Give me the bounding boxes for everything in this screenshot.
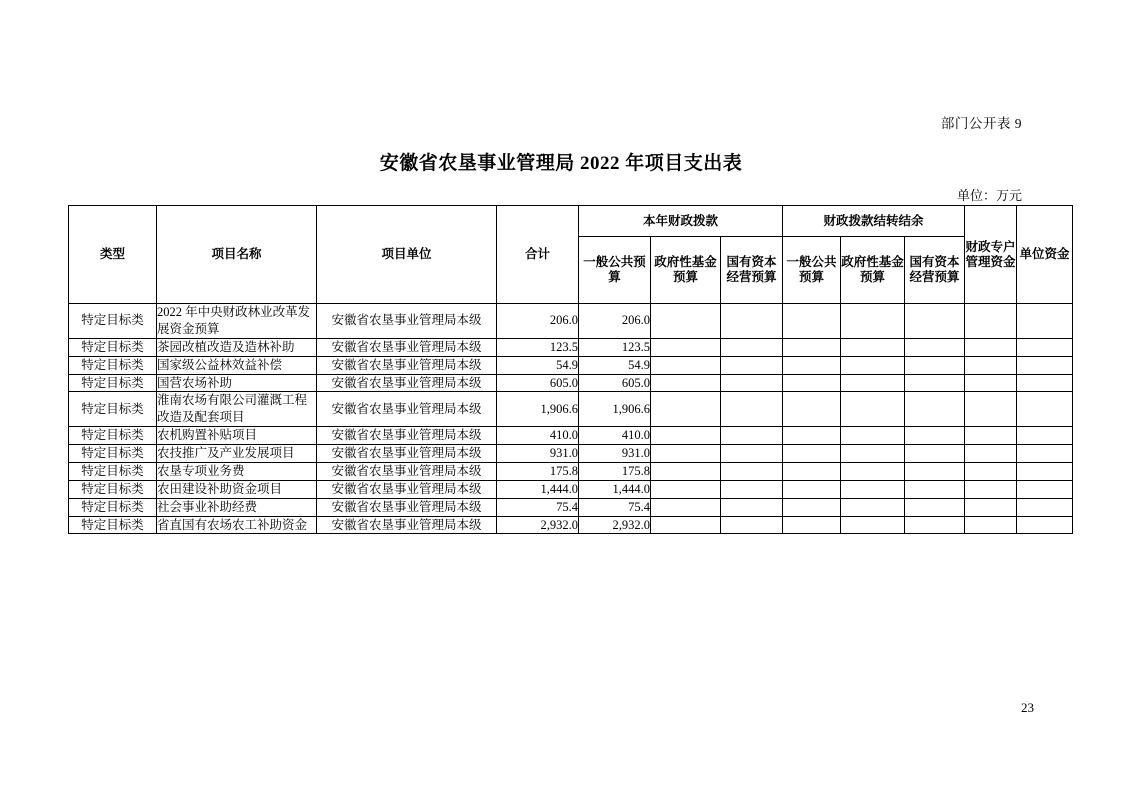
cell-general-public-budget: 605.0	[579, 374, 651, 392]
cell-carry-gov-fund	[841, 445, 905, 463]
cell-gov-fund-budget	[651, 462, 721, 480]
cell-project-unit: 安徽省农垦事业管理局本级	[317, 427, 497, 445]
cell-type: 特定目标类	[69, 392, 157, 427]
cell-unit-funds	[1017, 445, 1073, 463]
cell-special-account-funds	[965, 356, 1017, 374]
header-project-unit: 项目单位	[317, 206, 497, 304]
cell-general-public-budget: 175.8	[579, 462, 651, 480]
cell-carry-gov-fund	[841, 374, 905, 392]
cell-type: 特定目标类	[69, 338, 157, 356]
cell-project-name: 农田建设补助资金项目	[157, 480, 317, 498]
cell-gov-fund-budget	[651, 445, 721, 463]
cell-type: 特定目标类	[69, 516, 157, 534]
table-row	[69, 304, 1073, 339]
header-carry-state-capital: 国有资本经营预算	[905, 237, 965, 304]
cell-carry-general-public	[783, 516, 841, 534]
cell-total: 75.4	[497, 498, 579, 516]
table-header-row-1	[69, 206, 1073, 237]
cell-state-capital-budget	[721, 480, 783, 498]
cell-carry-gov-fund	[841, 356, 905, 374]
cell-general-public-budget: 931.0	[579, 445, 651, 463]
cell-unit-funds	[1017, 516, 1073, 534]
cell-carry-state-capital	[905, 427, 965, 445]
cell-unit-funds	[1017, 338, 1073, 356]
cell-project-name: 2022 年中央财政林业改革发展资金预算	[157, 304, 317, 339]
cell-state-capital-budget	[721, 356, 783, 374]
cell-type: 特定目标类	[69, 462, 157, 480]
cell-carry-state-capital	[905, 304, 965, 339]
cell-gov-fund-budget	[651, 356, 721, 374]
cell-gov-fund-budget	[651, 392, 721, 427]
cell-carry-general-public	[783, 445, 841, 463]
cell-project-name: 农机购置补贴项目	[157, 427, 317, 445]
cell-total: 605.0	[497, 374, 579, 392]
cell-carry-general-public	[783, 356, 841, 374]
cell-state-capital-budget	[721, 392, 783, 427]
cell-gov-fund-budget	[651, 427, 721, 445]
cell-carry-general-public	[783, 480, 841, 498]
form-code-label: 部门公开表 9	[940, 116, 1022, 131]
cell-special-account-funds	[965, 338, 1017, 356]
cell-special-account-funds	[965, 304, 1017, 339]
cell-type: 特定目标类	[69, 304, 157, 339]
cell-carry-gov-fund	[841, 498, 905, 516]
header-gov-fund-budget: 政府性基金预算	[651, 237, 721, 304]
unit-note: 单位：万元	[956, 188, 1022, 203]
cell-general-public-budget: 1,444.0	[579, 480, 651, 498]
cell-gov-fund-budget	[651, 304, 721, 339]
header-carryover-group: 财政拨款结转结余	[783, 206, 965, 237]
cell-general-public-budget: 1,906.6	[579, 392, 651, 427]
cell-type: 特定目标类	[69, 498, 157, 516]
cell-carry-general-public	[783, 338, 841, 356]
cell-special-account-funds	[965, 427, 1017, 445]
cell-project-unit: 安徽省农垦事业管理局本级	[317, 445, 497, 463]
table-row	[69, 516, 1073, 534]
cell-carry-general-public	[783, 498, 841, 516]
cell-state-capital-budget	[721, 516, 783, 534]
cell-gov-fund-budget	[651, 498, 721, 516]
cell-carry-general-public	[783, 374, 841, 392]
cell-carry-state-capital	[905, 462, 965, 480]
header-general-public-budget: 一般公共预算	[579, 237, 651, 304]
cell-carry-state-capital	[905, 516, 965, 534]
header-carry-general-public: 一般公共预算	[783, 237, 841, 304]
cell-carry-state-capital	[905, 445, 965, 463]
cell-carry-general-public	[783, 462, 841, 480]
table-row	[69, 392, 1073, 427]
cell-carry-gov-fund	[841, 516, 905, 534]
cell-unit-funds	[1017, 356, 1073, 374]
cell-carry-state-capital	[905, 356, 965, 374]
cell-type: 特定目标类	[69, 480, 157, 498]
header-unit-funds: 单位资金	[1017, 206, 1073, 304]
cell-total: 54.9	[497, 356, 579, 374]
cell-project-unit: 安徽省农垦事业管理局本级	[317, 516, 497, 534]
cell-carry-state-capital	[905, 498, 965, 516]
cell-total: 206.0	[497, 304, 579, 339]
cell-special-account-funds	[965, 480, 1017, 498]
cell-special-account-funds	[965, 374, 1017, 392]
cell-gov-fund-budget	[651, 480, 721, 498]
cell-project-name: 社会事业补助经费	[157, 498, 317, 516]
cell-type: 特定目标类	[69, 374, 157, 392]
cell-total: 123.5	[497, 338, 579, 356]
table-row	[69, 338, 1073, 356]
header-type: 类型	[69, 206, 157, 304]
cell-general-public-budget: 410.0	[579, 427, 651, 445]
cell-gov-fund-budget	[651, 338, 721, 356]
cell-carry-general-public	[783, 392, 841, 427]
cell-carry-state-capital	[905, 374, 965, 392]
page-number: 23	[1021, 700, 1034, 715]
table-row	[69, 480, 1073, 498]
table-body	[69, 304, 1073, 534]
cell-project-unit: 安徽省农垦事业管理局本级	[317, 498, 497, 516]
cell-project-unit: 安徽省农垦事业管理局本级	[317, 392, 497, 427]
cell-general-public-budget: 2,932.0	[579, 516, 651, 534]
cell-carry-gov-fund	[841, 304, 905, 339]
cell-state-capital-budget	[721, 338, 783, 356]
cell-special-account-funds	[965, 516, 1017, 534]
cell-total: 175.8	[497, 462, 579, 480]
cell-unit-funds	[1017, 498, 1073, 516]
cell-special-account-funds	[965, 462, 1017, 480]
cell-special-account-funds	[965, 445, 1017, 463]
cell-type: 特定目标类	[69, 445, 157, 463]
cell-special-account-funds	[965, 392, 1017, 427]
header-special-account-funds: 财政专户管理资金	[965, 206, 1017, 304]
cell-gov-fund-budget	[651, 374, 721, 392]
header-carry-gov-fund: 政府性基金预算	[841, 237, 905, 304]
cell-gov-fund-budget	[651, 516, 721, 534]
header-total: 合计	[497, 206, 579, 304]
cell-project-unit: 安徽省农垦事业管理局本级	[317, 338, 497, 356]
header-project-name: 项目名称	[157, 206, 317, 304]
header-state-capital-budget: 国有资本经营预算	[721, 237, 783, 304]
cell-special-account-funds	[965, 498, 1017, 516]
table-row	[69, 498, 1073, 516]
cell-carry-gov-fund	[841, 462, 905, 480]
cell-unit-funds	[1017, 427, 1073, 445]
table-row	[69, 356, 1073, 374]
cell-state-capital-budget	[721, 304, 783, 339]
cell-project-name: 国家级公益林效益补偿	[157, 356, 317, 374]
cell-total: 410.0	[497, 427, 579, 445]
cell-type: 特定目标类	[69, 356, 157, 374]
cell-type: 特定目标类	[69, 427, 157, 445]
cell-project-unit: 安徽省农垦事业管理局本级	[317, 462, 497, 480]
table-row	[69, 374, 1073, 392]
table-row	[69, 462, 1073, 480]
cell-state-capital-budget	[721, 445, 783, 463]
cell-project-unit: 安徽省农垦事业管理局本级	[317, 304, 497, 339]
cell-state-capital-budget	[721, 427, 783, 445]
cell-unit-funds	[1017, 374, 1073, 392]
cell-project-name: 茶园改植改造及造林补助	[157, 338, 317, 356]
cell-state-capital-budget	[721, 374, 783, 392]
cell-project-name: 淮南农场有限公司灌溉工程改造及配套项目	[157, 392, 317, 427]
cell-unit-funds	[1017, 462, 1073, 480]
cell-project-name: 农垦专项业务费	[157, 462, 317, 480]
cell-unit-funds	[1017, 480, 1073, 498]
cell-general-public-budget: 75.4	[579, 498, 651, 516]
cell-state-capital-budget	[721, 498, 783, 516]
cell-carry-general-public	[783, 427, 841, 445]
cell-general-public-budget: 206.0	[579, 304, 651, 339]
cell-project-unit: 安徽省农垦事业管理局本级	[317, 374, 497, 392]
cell-general-public-budget: 123.5	[579, 338, 651, 356]
cell-carry-gov-fund	[841, 392, 905, 427]
cell-general-public-budget: 54.9	[579, 356, 651, 374]
cell-project-name: 农技推广及产业发展项目	[157, 445, 317, 463]
cell-carry-state-capital	[905, 392, 965, 427]
project-expenditure-table	[68, 205, 1073, 534]
table-row	[69, 445, 1073, 463]
cell-carry-state-capital	[905, 338, 965, 356]
cell-project-name: 国营农场补助	[157, 374, 317, 392]
cell-carry-gov-fund	[841, 480, 905, 498]
cell-carry-state-capital	[905, 480, 965, 498]
table-row	[69, 427, 1073, 445]
cell-carry-general-public	[783, 304, 841, 339]
cell-total: 1,444.0	[497, 480, 579, 498]
page-title: 安徽省农垦事业管理局 2022 年项目支出表	[379, 153, 743, 174]
cell-unit-funds	[1017, 304, 1073, 339]
cell-state-capital-budget	[721, 462, 783, 480]
cell-carry-gov-fund	[841, 338, 905, 356]
cell-total: 1,906.6	[497, 392, 579, 427]
cell-total: 2,932.0	[497, 516, 579, 534]
cell-carry-gov-fund	[841, 427, 905, 445]
cell-project-unit: 安徽省农垦事业管理局本级	[317, 356, 497, 374]
cell-project-unit: 安徽省农垦事业管理局本级	[317, 480, 497, 498]
cell-total: 931.0	[497, 445, 579, 463]
cell-unit-funds	[1017, 392, 1073, 427]
cell-project-name: 省直国有农场农工补助资金	[157, 516, 317, 534]
header-current-year-group: 本年财政拨款	[579, 206, 783, 237]
